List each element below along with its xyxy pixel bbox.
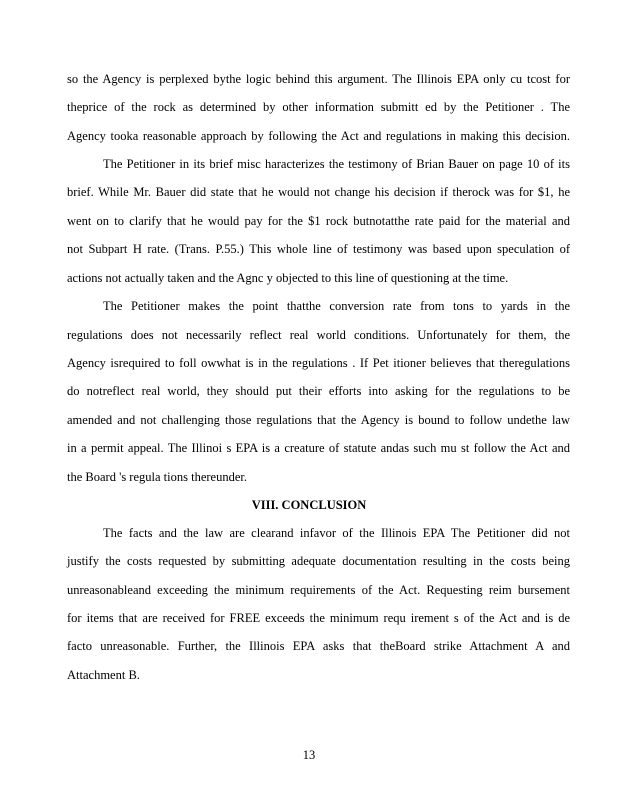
text-line: for items that are received for FREE exceeds the minimum requ irement s of the Act and is de bbox=[67, 611, 570, 625]
text-line: justify the costs requested by submitting adequate documentation resulting in the costs being bbox=[67, 554, 570, 568]
text-line: went on to clarify that he would pay for the $1 rock butnotatthe rate paid for the material and bbox=[67, 214, 570, 228]
text-line: Agency isrequired to foll owwhat is in the regulations . If Pet itioner believes that theregulations bbox=[67, 356, 570, 370]
text-line: Attachment B. bbox=[67, 668, 140, 682]
page-number: 13 bbox=[302, 748, 316, 762]
text-line: the Board 's regula tions thereunder. bbox=[67, 470, 247, 484]
text-line: The Petitioner in its brief misc haracterizes the testimony of Brian Bauer on page 10 of its bbox=[103, 157, 570, 171]
text-line: in a permit appeal. The Illinoi s EPA is a creature of statute andas such mu st follow the Act and bbox=[67, 441, 570, 455]
text-line: actions not actually taken and the Agnc y objected to this line of questioning at the time. bbox=[67, 271, 509, 285]
section-heading: VIII. CONCLUSION bbox=[251, 498, 367, 512]
text-line: facto unreasonable. Further, the Illinois EPA asks that theBoard strike Attachment A and bbox=[67, 639, 570, 653]
text-line: do notreflect real world, they should put their efforts into asking for the regulations to be bbox=[67, 384, 570, 398]
text-line: brief. While Mr. Bauer did state that he would not change his decision if therock was for $1, he bbox=[67, 185, 570, 199]
text-line: unreasonableand exceeding the minimum requirements of the Act. Requesting reim bursement bbox=[67, 583, 570, 597]
text-line: The facts and the law are clearand infavor of the Illinois EPA The Petitioner did not bbox=[103, 526, 570, 540]
text-line: so the Agency is perplexed bythe logic behind this argument. The Illinois EPA only cu tcost for bbox=[67, 72, 570, 86]
text-line: theprice of the rock as determined by other information submitt ed by the Petitioner . The bbox=[67, 100, 570, 114]
text-line: not Subpart H rate. (Trans. P.55.) This whole line of testimony was based upon speculation of bbox=[67, 242, 570, 256]
text-line: Agency tooka reasonable approach by following the Act and regulations in making this decision. bbox=[67, 129, 570, 143]
text-line: The Petitioner makes the point thatthe conversion rate from tons to yards in the bbox=[103, 299, 570, 313]
text-line: regulations does not necessarily reflect real world conditions. Unfortunately for them, the bbox=[67, 328, 570, 342]
text-line: amended and not challenging those regulations that the Agency is bound to follow undethe law bbox=[67, 413, 570, 427]
